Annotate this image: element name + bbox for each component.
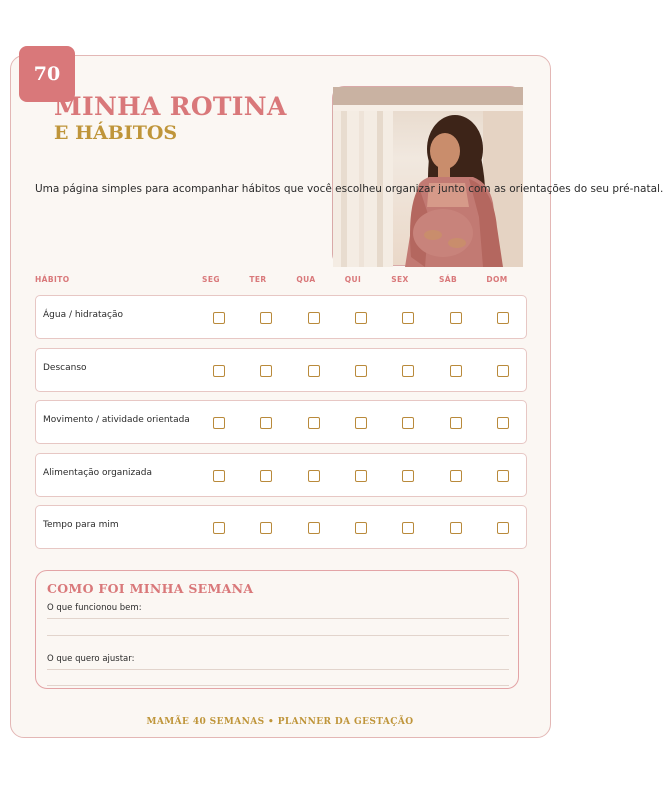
habit-label: Tempo para mim [43, 520, 119, 530]
checkbox-seg[interactable] [213, 365, 225, 377]
day-header-qui: QUI [344, 275, 362, 284]
checkbox-dom[interactable] [497, 365, 509, 377]
checkbox-dom[interactable] [497, 312, 509, 324]
pregnant-woman-illustration [333, 87, 523, 267]
habit-row-hidratacao [35, 295, 527, 339]
checkbox-qui[interactable] [355, 365, 367, 377]
day-header-ter: TER [249, 275, 267, 284]
habit-row-descanso [35, 348, 527, 392]
question-worked-well: O que funcionou bem: [47, 603, 142, 613]
reflection-title: COMO FOI MINHA SEMANA [47, 581, 254, 596]
day-header-seg: SEG [202, 275, 220, 284]
day-header-sab: SÁB [438, 275, 458, 284]
checkbox-qua[interactable] [308, 417, 320, 429]
checkbox-qui[interactable] [355, 417, 367, 429]
checkbox-sab[interactable] [450, 312, 462, 324]
checkbox-qui[interactable] [355, 470, 367, 482]
checkbox-sab[interactable] [450, 470, 462, 482]
pregnant-woman-photo [332, 86, 522, 266]
checkbox-sex[interactable] [402, 417, 414, 429]
checkbox-ter[interactable] [260, 312, 272, 324]
writing-line[interactable] [47, 635, 509, 636]
footer-brand: MAMÃE 40 SEMANAS • PLANNER DA GESTAÇÃO [146, 717, 414, 727]
checkbox-seg[interactable] [213, 312, 225, 324]
checkbox-sex[interactable] [402, 365, 414, 377]
page-number-badge: 70 [19, 46, 75, 102]
checkbox-dom[interactable] [497, 522, 509, 534]
habit-label: Descanso [43, 363, 87, 373]
habit-label: Movimento / atividade orientada [43, 415, 190, 425]
checkbox-dom[interactable] [497, 417, 509, 429]
checkbox-seg[interactable] [213, 522, 225, 534]
checkbox-sex[interactable] [402, 470, 414, 482]
checkbox-ter[interactable] [260, 522, 272, 534]
habit-row-tempo-para-mim [35, 505, 527, 549]
checkbox-ter[interactable] [260, 470, 272, 482]
checkbox-sex[interactable] [402, 312, 414, 324]
intro-text: Uma página simples para acompanhar hábitos que você escolheu organizar junto com as orientações do seu pré-natal. [35, 183, 663, 195]
habit-row-movimento [35, 400, 527, 444]
writing-line[interactable] [47, 618, 509, 619]
checkbox-seg[interactable] [213, 470, 225, 482]
checkbox-ter[interactable] [260, 365, 272, 377]
checkbox-qua[interactable] [308, 470, 320, 482]
day-header-qua: QUA [296, 275, 316, 284]
checkbox-qua[interactable] [308, 365, 320, 377]
weekly-reflection-box [35, 570, 519, 689]
page-title: MINHA ROTINA [54, 92, 287, 121]
checkbox-seg[interactable] [213, 417, 225, 429]
checkbox-ter[interactable] [260, 417, 272, 429]
checkbox-sab[interactable] [450, 417, 462, 429]
checkbox-qui[interactable] [355, 312, 367, 324]
page-subtitle: E HÁBITOS [54, 122, 178, 144]
habit-column-header: HÁBITO [35, 275, 70, 284]
checkbox-dom[interactable] [497, 470, 509, 482]
writing-line[interactable] [47, 685, 509, 686]
checkbox-qua[interactable] [308, 312, 320, 324]
checkbox-qui[interactable] [355, 522, 367, 534]
question-adjust: O que quero ajustar: [47, 654, 135, 664]
checkbox-sab[interactable] [450, 365, 462, 377]
writing-line[interactable] [47, 669, 509, 670]
habit-label: Água / hidratação [43, 310, 123, 320]
habit-row-alimentacao [35, 453, 527, 497]
checkbox-sex[interactable] [402, 522, 414, 534]
day-header-sex: SEX [391, 275, 409, 284]
checkbox-sab[interactable] [450, 522, 462, 534]
habit-label: Alimentação organizada [43, 468, 152, 478]
day-header-dom: DOM [486, 275, 508, 284]
checkbox-qua[interactable] [308, 522, 320, 534]
